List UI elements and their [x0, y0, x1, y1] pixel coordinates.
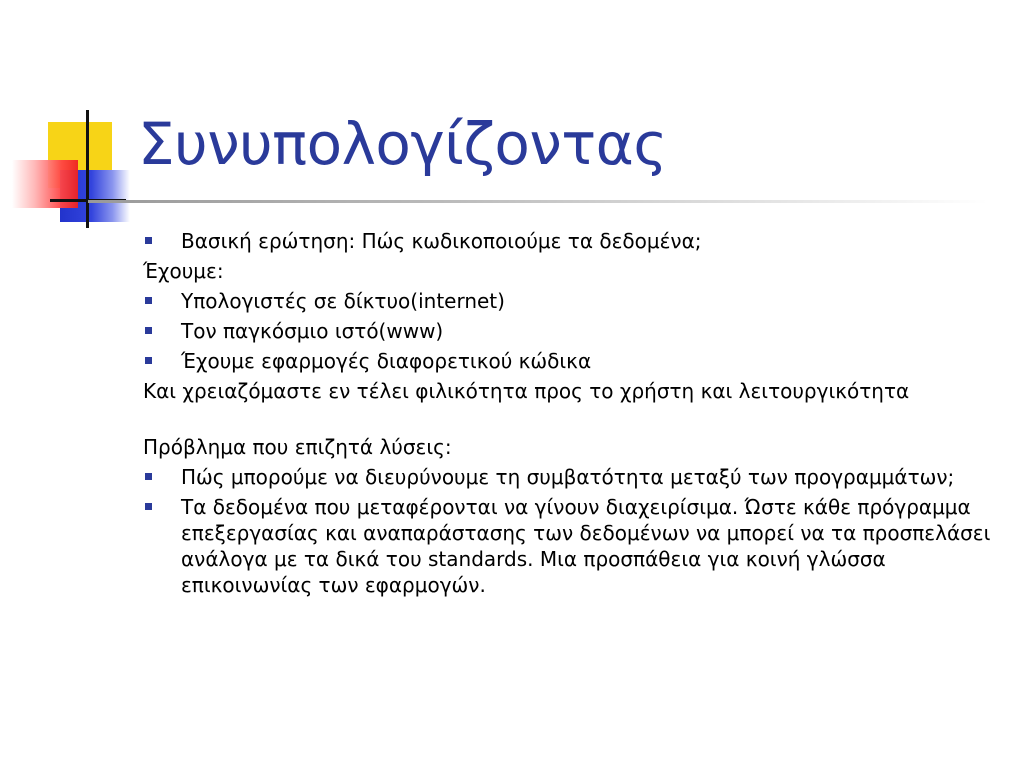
list-item-text: Τα δεδομένα που μεταφέρονται να γίνουν διαχειρίσιμα. Ώστε κάθε πρόγραμμα επεξεργασίας και αναπαράστασης των δεδομένων να μπορεί να τα προσπελάσει ανάλογα με τα δικά του standards. Μια προσπάθεια για κοινή γλώσσα επικοινωνίας των εφαρμογών.: [181, 495, 991, 597]
list-item: [143, 464, 1003, 490]
list-item-text: Υπολογιστές σε δίκτυο(internet): [181, 289, 505, 313]
body-text: [143, 434, 1003, 460]
list-item: [143, 288, 1003, 314]
bullet-square-icon: [145, 327, 152, 334]
list-item-text: Τον παγκόσμιο ιστό(www): [181, 319, 444, 343]
slide-body: [143, 228, 1003, 598]
body-text-content: Πρόβλημα που επιζητά λύσεις:: [143, 435, 452, 459]
bullet-square-icon: [145, 473, 152, 480]
list-item: [143, 494, 1003, 598]
body-text-content: Και χρειαζόμαστε εν τέλει φιλικότητα προς το χρήστη και λειτουργικότητα: [143, 379, 910, 403]
bullet-square-icon: [145, 503, 152, 510]
list-item-text: Έχουμε εφαρμογές διαφορετικού κώδικα: [181, 349, 592, 373]
list-item: [143, 318, 1003, 344]
body-text: [143, 258, 1003, 284]
list-item: [143, 228, 1003, 254]
bullet-square-icon: [145, 237, 152, 244]
slide-title: Συνυπολογίζοντας: [138, 110, 667, 178]
logo-vertical-line: [86, 110, 89, 228]
list-item-text: Βασική ερώτηση: Πώς κωδικοποιούμε τα δεδομένα;: [181, 229, 702, 253]
title-underline: [88, 200, 988, 203]
bullet-square-icon: [145, 357, 152, 364]
spacer: [143, 404, 1003, 430]
body-text-content: Έχουμε:: [143, 259, 224, 283]
decorative-logo: [0, 0, 150, 240]
list-item: [143, 348, 1003, 374]
bullet-square-icon: [145, 297, 152, 304]
body-text: [143, 378, 1003, 404]
list-item-text: Πώς μπορούμε να διευρύνουμε τη συμβατότητα μεταξύ των προγραμμάτων;: [181, 465, 955, 489]
